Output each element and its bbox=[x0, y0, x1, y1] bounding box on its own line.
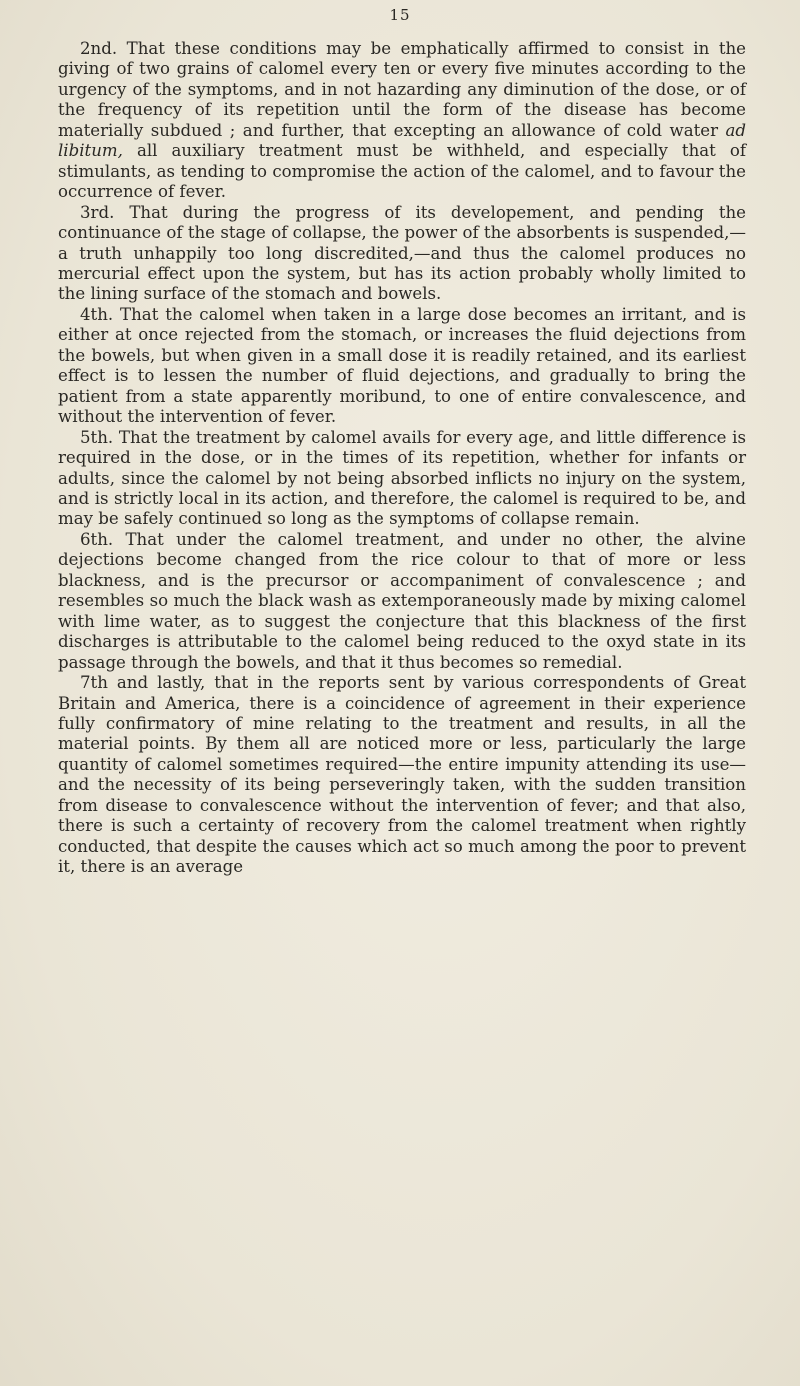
paragraph-7th: 7th and lastly, that in the reports sent by various correspondents of Great Britain and America, there is a coincidence of agreement in their experience fully confirmatory of mine relating to the treatment and results, in all the material points. By them all are noticed more or less, particularly the large quantity of calomel sometimes required—the entire impunity attending its use—and the necessity of its being perseveringly taken, with the sudden transition from disease to convalescence without the intervention of fever; and that also, there is such a certainty of recovery from the calomel treatment when rightly conducted, that despite the causes which act so much among the poor to prevent it, there is an average bbox=[58, 673, 746, 877]
paragraph-2nd-text-cont: all auxiliary treatment must be withheld, and especially that of stimulants, as tending to compromise the action of the calomel, and to favour the occurrence of fever. bbox=[58, 141, 746, 202]
paragraph-3rd: 3rd. That during the progress of its developement, and pending the continuance of the stage of collapse, the power of the absorbents is suspended,—a truth unhappily too long discredited,—and thus the calomel produces no mercurial effect upon the system, but has its action probably wholly limited to the lining surface of the stomach and bowels. bbox=[58, 202, 746, 304]
body-text bbox=[58, 39, 746, 878]
paragraph-4th: 4th. That the calomel when taken in a large dose becomes an irritant, and is either at once rejected from the stomach, or increases the fluid dejections from the bowels, but when given in a small dose it is readily retained, and its earliest effect is to lessen the number of fluid dejections, and gradually to bring the patient from a state apparently moribund, to one of entire convalescence, and without the intervention of fever. bbox=[58, 304, 746, 427]
paragraph-2nd bbox=[58, 39, 746, 203]
paragraph-5th: 5th. That the treatment by calomel avails for every age, and little difference is required in the dose, or in the times of its repetition, whether for infants or adults, since the calomel by not being absorbed inflicts no injury on the system, and is strictly local in its action, and therefore, the calomel is required to be, and may be safely continued so long as the symptoms of collapse remain. bbox=[58, 427, 746, 529]
page-number: 15 bbox=[389, 6, 411, 24]
paragraph-6th: 6th. That under the calomel treatment, and under no other, the alvine dejections become changed from the rice colour to that of more or less blackness, and is the precursor or accompaniment of convalescence ; and resembles so much the black wash as extemporaneously made by mixing calomel with lime water, as to suggest the conjecture that this blackness of the first discharges is attributable to the calomel being reduced to the oxyd state in its passage through the bowels, and that it thus becomes so remedial. bbox=[58, 529, 746, 672]
italic-phrase: ad libitum, bbox=[58, 120, 746, 161]
paragraph-2nd-text: 2nd. That these conditions may be emphatically affirmed to consist in the giving of two grains of calomel every ten or every five minutes according to the urgency of the symptoms, and in not hazarding any diminution of the dose, or of the frequency of its repetition until the form of the disease has become materially subdued ; and further, that excepting an allowance of cold water bbox=[58, 39, 746, 140]
